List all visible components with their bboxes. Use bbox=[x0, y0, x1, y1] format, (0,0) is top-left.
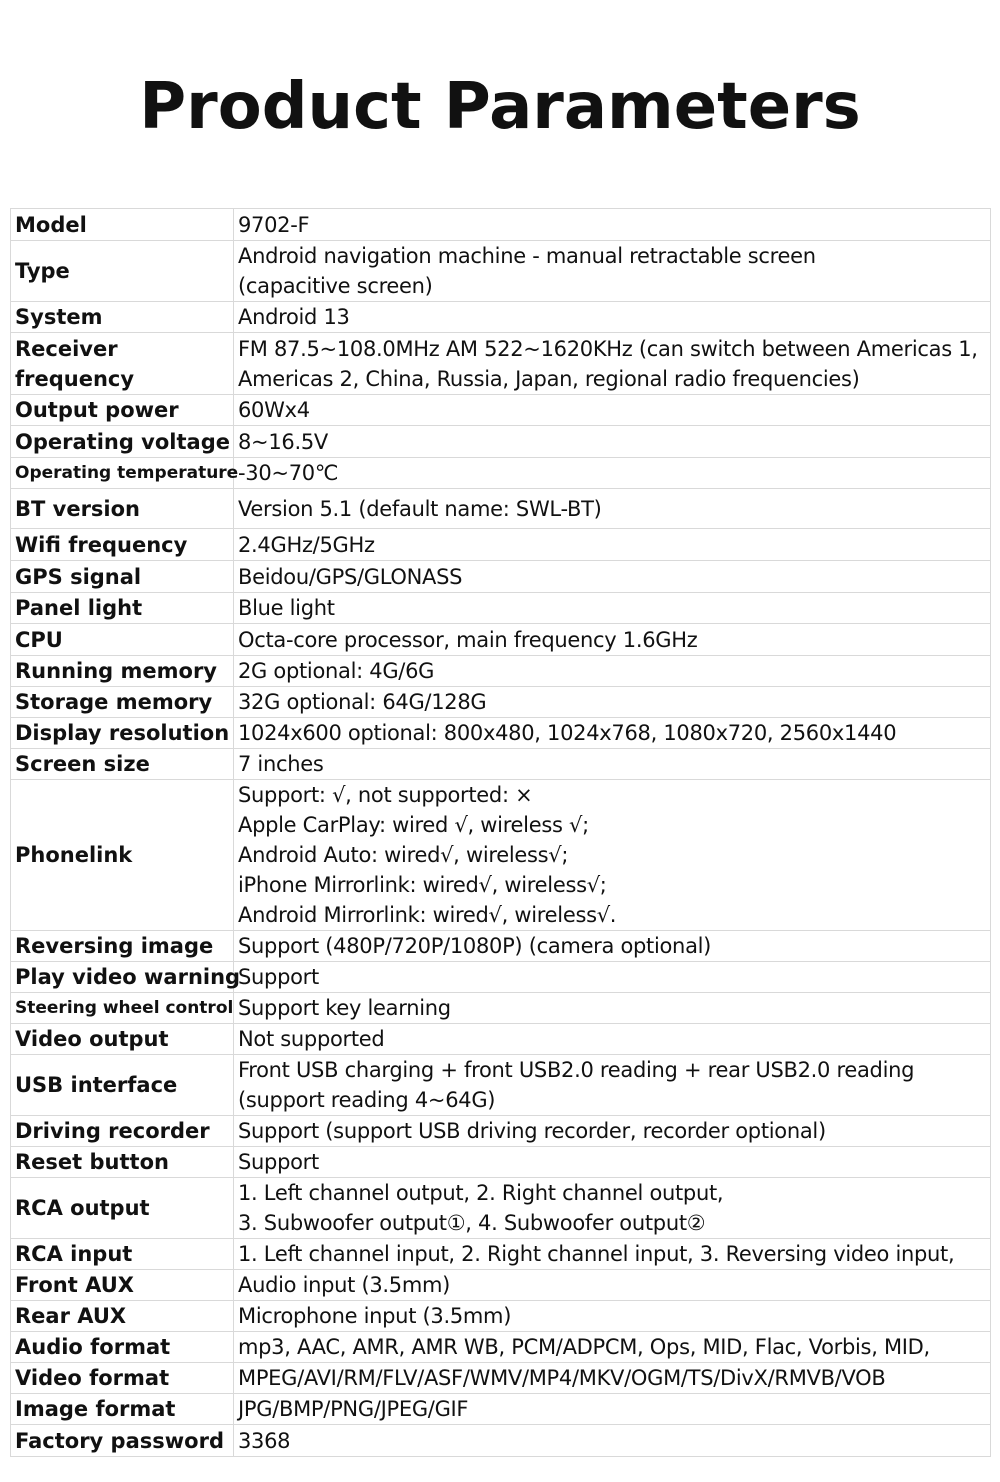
parameter-label: BT version bbox=[11, 489, 234, 529]
value-line: JPG/BMP/PNG/JPEG/GIF bbox=[238, 1397, 469, 1421]
parameter-value bbox=[234, 1178, 991, 1239]
value-line: 2G optional: 4G/6G bbox=[238, 659, 435, 683]
value-line: (capacitive screen) bbox=[238, 274, 433, 298]
value-line: 3368 bbox=[238, 1428, 291, 1453]
table-row bbox=[11, 1178, 991, 1239]
parameter-value bbox=[234, 1301, 991, 1332]
parameter-value bbox=[234, 302, 991, 333]
value-line: 7 inches bbox=[238, 752, 324, 776]
value-line: Americas 2, China, Russia, Japan, regional radio frequencies) bbox=[238, 366, 860, 391]
parameter-label: Output power bbox=[11, 395, 234, 426]
value-line: Android Mirrorlink: wired√, wireless√. bbox=[238, 903, 617, 927]
parameter-label: Video format bbox=[11, 1363, 234, 1394]
table-row bbox=[11, 1301, 991, 1332]
value-line: MPEG/AVI/RM/FLV/ASF/WMV/MP4/MKV/OGM/TS/DivX/RMVB/VOB bbox=[238, 1366, 886, 1390]
table-row bbox=[11, 561, 991, 593]
parameter-value bbox=[234, 1270, 991, 1301]
parameter-value bbox=[234, 1116, 991, 1147]
parameter-value bbox=[234, 687, 991, 718]
parameter-label: Play video warning bbox=[11, 962, 234, 993]
value-line: Support (support USB driving recorder, recorder optional) bbox=[238, 1119, 826, 1143]
table-row bbox=[11, 395, 991, 426]
parameter-label: RCA input bbox=[11, 1239, 234, 1270]
value-line: 32G optional: 64G/128G bbox=[238, 690, 487, 714]
parameter-value bbox=[234, 426, 991, 458]
parameter-value bbox=[234, 458, 991, 489]
parameter-value bbox=[234, 209, 991, 241]
parameter-label: Audio format bbox=[11, 1332, 234, 1363]
parameter-value bbox=[234, 749, 991, 780]
value-line: Support key learning bbox=[238, 996, 451, 1020]
table-row bbox=[11, 1363, 991, 1394]
table-row bbox=[11, 333, 991, 395]
table-row bbox=[11, 962, 991, 993]
parameter-label: Steering wheel control bbox=[11, 993, 234, 1024]
parameter-value bbox=[234, 593, 991, 624]
table-row bbox=[11, 1055, 991, 1116]
value-line: mp3, AAC, AMR, AMR WB, PCM/ADPCM, Ops, MID, Flac, Vorbis, MID, bbox=[238, 1335, 930, 1359]
parameter-value bbox=[234, 1425, 991, 1457]
table-row bbox=[11, 241, 991, 302]
parameter-value bbox=[234, 333, 991, 395]
value-line: Support: √, not supported: × bbox=[238, 783, 533, 807]
value-line: iPhone Mirrorlink: wired√, wireless√; bbox=[238, 873, 607, 897]
parameter-value bbox=[234, 1332, 991, 1363]
value-line: Version 5.1 (default name: SWL-BT) bbox=[238, 496, 602, 521]
value-line: Android 13 bbox=[238, 305, 350, 329]
table-row bbox=[11, 302, 991, 333]
table-row bbox=[11, 718, 991, 749]
parameter-value bbox=[234, 1394, 991, 1425]
parameter-label: Driving recorder bbox=[11, 1116, 234, 1147]
value-line: FM 87.5~108.0MHz AM 522~1620KHz (can switch between Americas 1, bbox=[238, 336, 978, 361]
parameter-label: Reversing image bbox=[11, 931, 234, 962]
table-row bbox=[11, 1394, 991, 1425]
value-line: 1. Left channel output, 2. Right channel output, bbox=[238, 1181, 724, 1205]
parameter-value bbox=[234, 1024, 991, 1055]
parameter-value bbox=[234, 1363, 991, 1394]
parameter-label: RCA output bbox=[11, 1178, 234, 1239]
parameter-label: Front AUX bbox=[11, 1270, 234, 1301]
value-line: -30~70℃ bbox=[238, 461, 339, 485]
value-line: Not supported bbox=[238, 1027, 385, 1051]
table-row bbox=[11, 749, 991, 780]
table-row bbox=[11, 1425, 991, 1457]
value-line: 3. Subwoofer output①, 4. Subwoofer output② bbox=[238, 1211, 706, 1235]
parameter-value bbox=[234, 489, 991, 529]
parameter-label: Operating voltage bbox=[11, 426, 234, 458]
parameter-value bbox=[234, 1147, 991, 1178]
parameter-label: Image format bbox=[11, 1394, 234, 1425]
page-title: Product Parameters bbox=[139, 70, 861, 144]
table-row bbox=[11, 1270, 991, 1301]
parameter-label: Wifi frequency bbox=[11, 529, 234, 561]
value-line: 1024x600 optional: 800x480, 1024x768, 1080x720, 2560x1440 bbox=[238, 721, 897, 745]
table-row bbox=[11, 458, 991, 489]
table-row bbox=[11, 1147, 991, 1178]
parameter-label: Receiver frequency bbox=[11, 333, 234, 395]
table-row bbox=[11, 780, 991, 931]
parameter-value bbox=[234, 718, 991, 749]
parameter-label: Display resolution bbox=[11, 718, 234, 749]
value-line: Beidou/GPS/GLONASS bbox=[238, 564, 463, 589]
table-row bbox=[11, 931, 991, 962]
value-line: 8~16.5V bbox=[238, 429, 328, 454]
value-line: 2.4GHz/5GHz bbox=[238, 532, 375, 557]
table-row bbox=[11, 1024, 991, 1055]
table-row bbox=[11, 656, 991, 687]
parameter-value bbox=[234, 931, 991, 962]
parameter-label: Model bbox=[11, 209, 234, 241]
value-line: Apple CarPlay: wired √, wireless √; bbox=[238, 813, 589, 837]
value-line: Audio input (3.5mm) bbox=[238, 1273, 451, 1297]
value-line: Support bbox=[238, 965, 319, 989]
parameter-value bbox=[234, 529, 991, 561]
parameter-label: Screen size bbox=[11, 749, 234, 780]
value-line: 9702-F bbox=[238, 212, 310, 237]
value-line: Android navigation machine - manual retractable screen bbox=[238, 244, 816, 268]
parameter-label: Reset button bbox=[11, 1147, 234, 1178]
value-line: Support bbox=[238, 1150, 319, 1174]
table-row bbox=[11, 1239, 991, 1270]
parameter-label: Video output bbox=[11, 1024, 234, 1055]
value-line: Front USB charging + front USB2.0 reading + rear USB2.0 reading bbox=[238, 1058, 915, 1082]
parameter-label: Operating temperature bbox=[11, 458, 234, 489]
parameter-value bbox=[234, 1239, 991, 1270]
value-line: Blue light bbox=[238, 596, 335, 620]
table-row bbox=[11, 529, 991, 561]
parameters-table bbox=[10, 208, 991, 1457]
parameter-value bbox=[234, 962, 991, 993]
table-row bbox=[11, 593, 991, 624]
parameter-label: Factory password bbox=[11, 1425, 234, 1457]
parameter-value bbox=[234, 395, 991, 426]
table-row bbox=[11, 209, 991, 241]
parameter-value bbox=[234, 561, 991, 593]
parameter-value bbox=[234, 656, 991, 687]
parameter-label: CPU bbox=[11, 624, 234, 656]
value-line: Support (480P/720P/1080P) (camera optional) bbox=[238, 934, 712, 958]
parameter-label: Phonelink bbox=[11, 780, 234, 931]
table-row bbox=[11, 624, 991, 656]
table-row bbox=[11, 1116, 991, 1147]
table-row bbox=[11, 1332, 991, 1363]
table-row bbox=[11, 489, 991, 529]
parameter-value bbox=[234, 241, 991, 302]
parameter-value bbox=[234, 780, 991, 931]
table-row bbox=[11, 687, 991, 718]
parameter-value bbox=[234, 1055, 991, 1116]
parameter-label: USB interface bbox=[11, 1055, 234, 1116]
parameter-label: Panel light bbox=[11, 593, 234, 624]
value-line: Octa-core processor, main frequency 1.6GHz bbox=[238, 627, 698, 652]
parameter-label: System bbox=[11, 302, 234, 333]
value-line: 1. Left channel input, 2. Right channel input, 3. Reversing video input, bbox=[238, 1242, 955, 1266]
parameter-value bbox=[234, 624, 991, 656]
parameter-label: Rear AUX bbox=[11, 1301, 234, 1332]
parameter-value bbox=[234, 993, 991, 1024]
value-line: 60Wx4 bbox=[238, 398, 310, 422]
value-line: (support reading 4~64G) bbox=[238, 1088, 496, 1112]
value-line: Android Auto: wired√, wireless√; bbox=[238, 843, 569, 867]
parameter-label: GPS signal bbox=[11, 561, 234, 593]
table-row bbox=[11, 993, 991, 1024]
parameter-label: Running memory bbox=[11, 656, 234, 687]
table-row bbox=[11, 426, 991, 458]
parameter-label: Type bbox=[11, 241, 234, 302]
parameter-label: Storage memory bbox=[11, 687, 234, 718]
value-line: Microphone input (3.5mm) bbox=[238, 1304, 512, 1328]
